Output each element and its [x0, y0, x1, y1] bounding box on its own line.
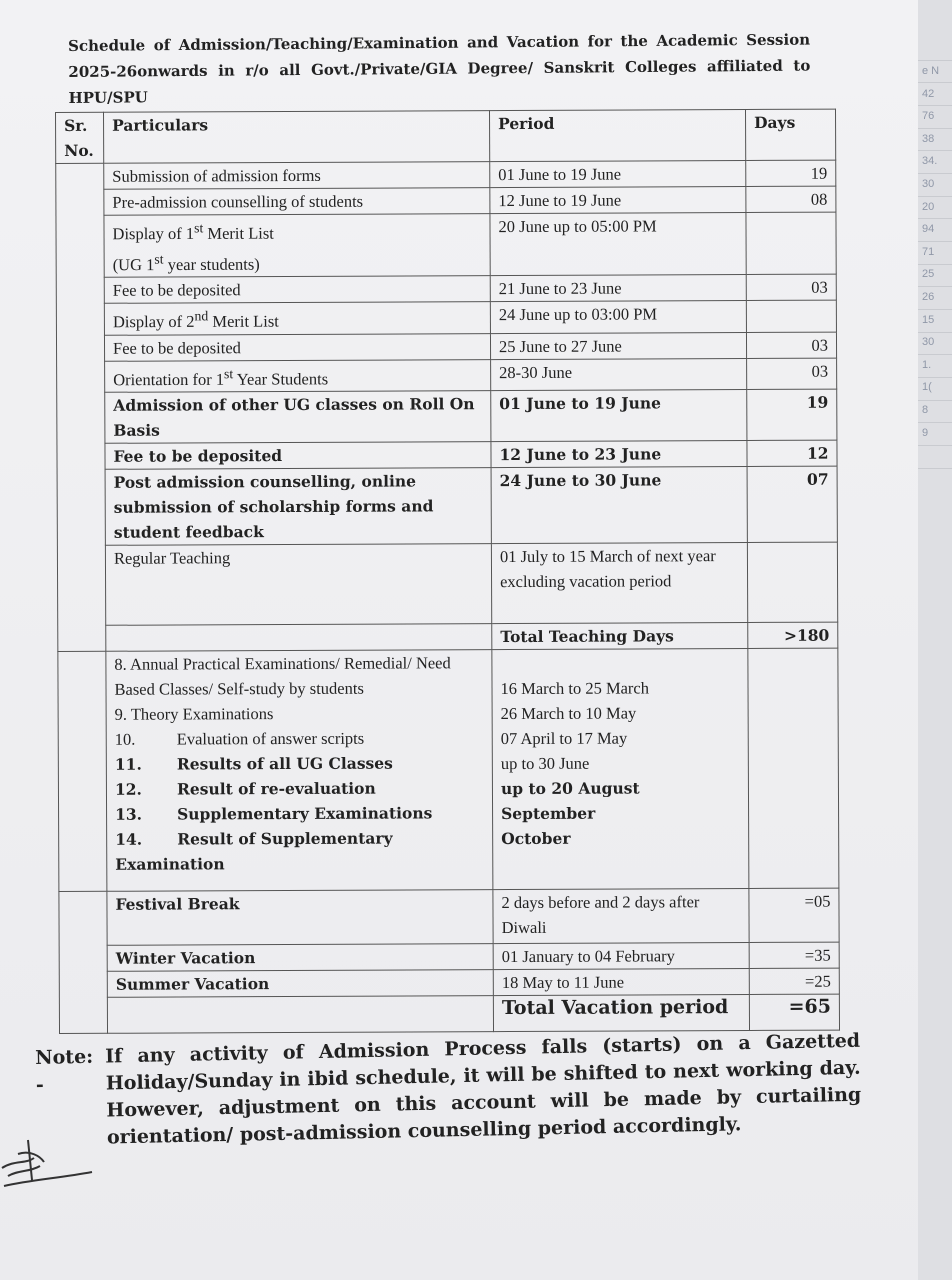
table-row [56, 212, 836, 277]
exam-label: Results of all UG Classes [176, 753, 393, 774]
period-cell: 28-30 June [491, 358, 747, 391]
exam-period: October [501, 828, 571, 849]
table-row [56, 332, 836, 361]
exam-period: 26 March to 10 May [500, 703, 637, 724]
note-row [35, 1028, 862, 1153]
exam-item [115, 750, 484, 777]
note-label: Note: - [35, 1045, 94, 1096]
vacation-period: 18 May to 11 June [493, 968, 749, 995]
particulars-cell: Fee to be deposited [104, 333, 490, 361]
particulars-cell: Post admission counselling, online submission of scholarship forms and student feedback [105, 468, 491, 546]
sr-no-cell [58, 651, 107, 891]
particulars-cell [104, 302, 490, 335]
edge-fragment: 71 [922, 245, 935, 258]
exam-label: Supplementary Examinations [177, 803, 433, 824]
exam-period: up to 30 June [500, 753, 590, 774]
days-cell: 03 [746, 274, 836, 300]
document-title: Schedule of Admission/Teaching/Examination and Vacation for the Academic Session 2025-26onwards in r/o all Govt./Private/GIA Degree/ Sanskrit Colleges affiliated to HPU/SPU [68, 30, 811, 107]
vacation-row [59, 942, 839, 971]
vacation-days: =25 [749, 968, 839, 994]
edge-fragment: 38 [922, 132, 935, 145]
particulars-cell: Pre-admission counselling of students [104, 188, 490, 216]
table-row [57, 542, 837, 625]
table-row [56, 186, 836, 215]
period-cell: 21 June to 23 June [490, 274, 746, 301]
note-text: If any activity of Admission Process falls (starts) on a Gazetted Holiday/Sunday in ibid schedule, it will be shifted to next working day. However, adjustment on this account will be made by curtailing orientation/ post-admission counselling period accordingly. [105, 1029, 862, 1149]
schedule-table [55, 109, 840, 1034]
exam-particulars-cell [106, 650, 493, 892]
exam-label: Result of re-evaluation [176, 778, 376, 799]
particulars-text: Display of 2 [112, 311, 195, 332]
particulars-cell: Regular Teaching [105, 544, 491, 626]
days-cell: 12 [747, 440, 837, 466]
edge-text [922, 60, 952, 444]
vacation-total-row [59, 994, 839, 1033]
superscript: st [194, 220, 204, 236]
particulars-text: Merit List [203, 223, 274, 243]
exam-row [58, 648, 839, 891]
table-row [56, 160, 836, 189]
exam-item [115, 775, 484, 802]
exam-number: 10. [114, 729, 136, 749]
period-cell: 01 June to 19 June [490, 160, 746, 187]
days-cell: 19 [746, 160, 836, 186]
header-days: Days [745, 109, 835, 160]
vacation-row [59, 968, 839, 997]
exam-item [115, 825, 484, 877]
period-cell: 12 June to 23 June [491, 440, 747, 467]
particulars-text: Year Students [233, 368, 329, 389]
table-header-row [56, 109, 836, 163]
particulars-cell: Submission of admission forms [104, 162, 490, 190]
table-row [57, 466, 837, 545]
particulars-text: year students) [163, 254, 260, 274]
particulars-cell [105, 359, 491, 392]
period-cell: 20 June up to 05:00 PM [490, 212, 746, 275]
particulars-text: Display of 1 [112, 223, 195, 244]
total-teaching-days: >180 [748, 622, 838, 648]
days-cell: 08 [746, 186, 836, 212]
superscript: nd [194, 308, 209, 324]
total-vacation-days: =65 [749, 994, 839, 1030]
edge-fragment: 30 [922, 336, 935, 349]
exam-item: 8. Annual Practical Examinations/ Remedial/ Need Based Classes/ Self-study by students [114, 653, 451, 699]
total-teaching-label: Total Teaching Days [492, 622, 748, 649]
period-cell: 01 July to 15 March of next year excluding vacation period [491, 542, 747, 623]
exam-label: Result of Supplementary Examination [115, 828, 393, 874]
signature-mark [0, 1120, 110, 1200]
days-cell: 07 [747, 466, 837, 542]
days-cell [746, 300, 836, 332]
particulars-cell [106, 624, 492, 652]
header-particulars: Particulars [104, 111, 490, 164]
vacation-particulars [107, 996, 493, 1034]
vacation-days: =35 [749, 942, 839, 968]
particulars-cell: Admission of other UG classes on Roll On Basis [105, 391, 491, 444]
edge-fragment: 1. [922, 358, 932, 371]
days-cell [746, 212, 836, 274]
exam-number: 13. [115, 804, 143, 824]
sr-no-cell [59, 891, 108, 1033]
table-row [57, 389, 837, 443]
vacation-particulars: Festival Break [107, 890, 493, 946]
particulars-cell: Fee to be deposited [105, 442, 491, 470]
total-vacation-label: Total Vacation period [493, 994, 749, 1031]
period-cell: 01 June to 19 June [491, 389, 747, 441]
exam-period: 16 March to 25 March [500, 678, 650, 699]
table-row [57, 358, 837, 393]
particulars-cell: Fee to be deposited [104, 276, 490, 304]
table-row [56, 300, 836, 335]
edge-fragment: e N [922, 65, 940, 77]
vacation-days: =05 [749, 888, 839, 942]
days-cell: 19 [747, 389, 837, 440]
exam-period: September [501, 803, 596, 824]
edge-fragment: 15 [922, 313, 935, 326]
table-row [56, 274, 836, 303]
edge-fragment: 26 [922, 290, 935, 303]
days-cell: 03 [747, 358, 837, 390]
edge-fragment: 1( [922, 381, 932, 394]
exam-period: 07 April to 17 May [500, 728, 628, 749]
superscript: st [223, 365, 234, 381]
exam-period-cell [492, 648, 749, 889]
vacation-period: 01 January to 04 February [493, 942, 749, 969]
edge-fragment: 20 [922, 200, 935, 213]
edge-fragment: 25 [922, 268, 935, 281]
table-row [57, 440, 837, 469]
edge-fragment: 9 [922, 426, 929, 439]
edge-fragment: 76 [922, 110, 935, 123]
particulars-cell [104, 214, 490, 278]
exam-period: up to 20 August [500, 778, 640, 799]
vacation-period: 2 days before and 2 days after Diwali [493, 888, 749, 943]
exam-item: 9. Theory Examinations [114, 704, 274, 724]
exam-number: 11. [114, 754, 142, 774]
superscript: st [154, 251, 164, 267]
days-cell: 03 [746, 332, 836, 358]
adjacent-page-edge [918, 0, 952, 1280]
table-row [58, 622, 838, 651]
days-cell [747, 542, 837, 622]
vacation-row [59, 888, 839, 945]
sr-no-cell [56, 163, 106, 651]
period-cell: 24 June up to 03:00 PM [490, 300, 746, 333]
exam-item [115, 725, 484, 752]
particulars-text: (UG 1 [112, 254, 155, 274]
edge-fragment: 30 [922, 177, 935, 190]
exam-number: 14. [115, 829, 143, 849]
days-cell [748, 648, 839, 888]
exam-label: Evaluation of answer scripts [176, 728, 365, 749]
period-cell: 12 June to 19 June [490, 186, 746, 213]
edge-fragment: 42 [922, 87, 935, 100]
exam-item [115, 800, 484, 827]
particulars-text: Orientation for 1 [113, 369, 225, 389]
exam-number: 12. [114, 779, 142, 799]
vacation-particulars: Summer Vacation [107, 970, 493, 998]
edge-fragment: 8 [922, 403, 929, 416]
edge-fragment: 94 [922, 223, 935, 236]
particulars-text: Merit List [208, 311, 279, 331]
header-sr-no: Sr. No. [56, 112, 104, 163]
vacation-particulars: Winter Vacation [107, 944, 493, 972]
period-cell: 25 June to 27 June [490, 332, 746, 359]
header-period: Period [489, 109, 745, 161]
period-cell: 24 June to 30 June [491, 466, 747, 543]
note-block [35, 1028, 862, 1153]
edge-fragment: 34. [922, 155, 938, 168]
